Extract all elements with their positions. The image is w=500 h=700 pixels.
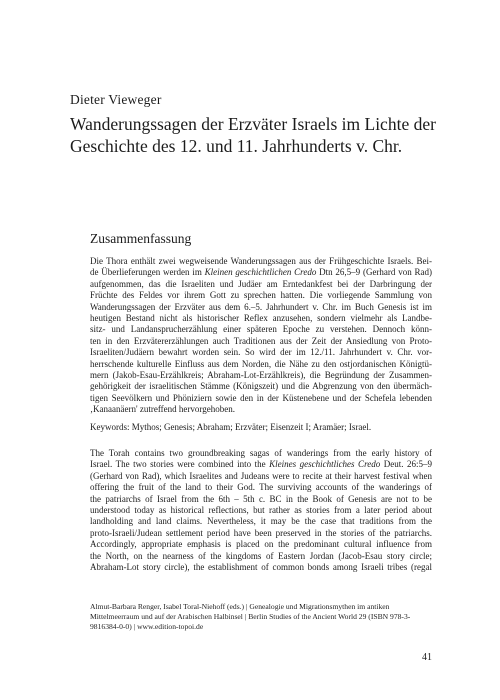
abstract-german [90, 256, 432, 415]
title-line: Geschichte des 12. und 11. Jahrhunderts v. Chr. [70, 136, 403, 156]
abstract-line: the North, on the nearness of the kingdoms of Eastern Jordan (Jacob-Esau story circle; [90, 550, 432, 561]
abstract-line: offering the fruit of the land to their God. The surviving accounts of the wanderings of [90, 482, 432, 493]
footnote-line: Almut-Barbara Renger, Isabel Toral-Niehoff (eds.) | Genealogie und Migrationsmythen im antiken [90, 602, 390, 611]
title-line: Wanderungssagen der Erzväter Israels im Lichte der [70, 114, 436, 134]
publication-footnote [90, 602, 435, 632]
abstract-line: Israeliten/Judäern bewahrt worden sein. So wird der im 12./11. Jahrhundert v. Chr. vor- [90, 347, 432, 358]
section-heading: Zusammenfassung [90, 231, 192, 246]
abstract-line: (Gerhard von Rad), which Israelites and Judeans were to recite at their harvest festival when [90, 470, 432, 481]
abstract-line: the patriarchs of Israel from the 6th – 5th c. BC in the Book of Genesis are not to be [90, 493, 432, 504]
abstract-line: landholding and land claims. Nevertheless, it may be the case that traditions from the [90, 516, 432, 527]
abstract-line: mern (Jakob-Esau-Erzählkreis; Abraham-Lot-Erzählkreis), die Begründung der Zusammen- [90, 369, 432, 380]
abstract-line: Israel. The two stories were combined into the Kleines geschichtliches Credo Deut. 26:5–9 [90, 459, 432, 470]
footnote-line: 9816384-0-0) | www.edition-topoi.de [90, 622, 204, 631]
abstract-line: gehörigkeit der israelitischen Stämme (Königszeit) und die Abgrenzung von den übermäch- [90, 381, 432, 392]
footnote-line: Mittelmeerraum und auf der Arabischen Halbinsel | Berlin Studies of the Ancient World 29 (ISBN 978-3- [90, 612, 411, 621]
abstract-line: aufgenommen, das die Israeliten und Judäer am Erntedankfest bei der Darbringung der [90, 278, 432, 289]
abstract-line: ‚Kanaanäern' zutreffend hervorgehoben. [90, 404, 235, 415]
abstract-line: sitz- und Landansprucherzählung einer späteren Epoche zu verstehen. Dennoch könn- [90, 324, 432, 335]
abstract-line: heutigen Bestand nicht als historischer Reflex anzusehen, sondern vielmehr als Landbe- [90, 312, 432, 323]
abstract-line: Abraham-Lot story circle), the establishment of common bonds among Israeli tribes (regal [90, 561, 432, 572]
abstract-line: tigen Seevölkern und Phöniziern sowie den in der Küstenebene und der Schefela lebenden [90, 392, 432, 403]
abstract-line: herrschende kulturelle Einfluss aus dem Norden, die Nähe zu den ostjordanischen Königtü- [90, 358, 432, 369]
abstract-line: Wanderungssagen der Erzväter aus dem 6.–5. Jahrhundert v. Chr. im Buch Genesis ist im [90, 301, 432, 312]
abstract-line: proto-Israeli/Judean settlement period have been preserved in the stories of the patriarchs. [90, 527, 432, 538]
abstract-line: Die Thora enthält zwei wegweisende Wanderungssagen aus der Frühgeschichte Israels. Bei- [90, 256, 432, 266]
abstract-line: The Torah contains two groundbreaking sagas of wanderings from the early history of [90, 448, 432, 458]
article-title [70, 113, 450, 157]
abstract-line: de Überlieferungen werden im Kleinen geschichtlichen Credo Dtn 26,5–9 (Gerhard von Rad) [90, 267, 432, 278]
abstract-line: Accordingly, appropriate emphasis is placed on the predominant cultural influence from [90, 539, 432, 550]
abstract-english [90, 448, 432, 573]
page-number: 41 [422, 652, 432, 663]
abstract-line: understood today as historical reflections, but rather as stories from a later period about [90, 504, 432, 515]
keywords-line: Keywords: Mythos; Genesis; Abraham; Erzväter; Eisenzeit I; Aramäer; Israel. [90, 422, 372, 432]
author-name: Dieter Vieweger [70, 92, 162, 107]
abstract-line: Früchte des Feldes vor ihrem Gott zu sprechen hatten. Die vorliegende Sammlung von [90, 290, 432, 301]
abstract-line: ten in den Erzvätererzählungen auch Traditionen aus der Zeit der Ansiedlung von Proto- [90, 335, 432, 346]
